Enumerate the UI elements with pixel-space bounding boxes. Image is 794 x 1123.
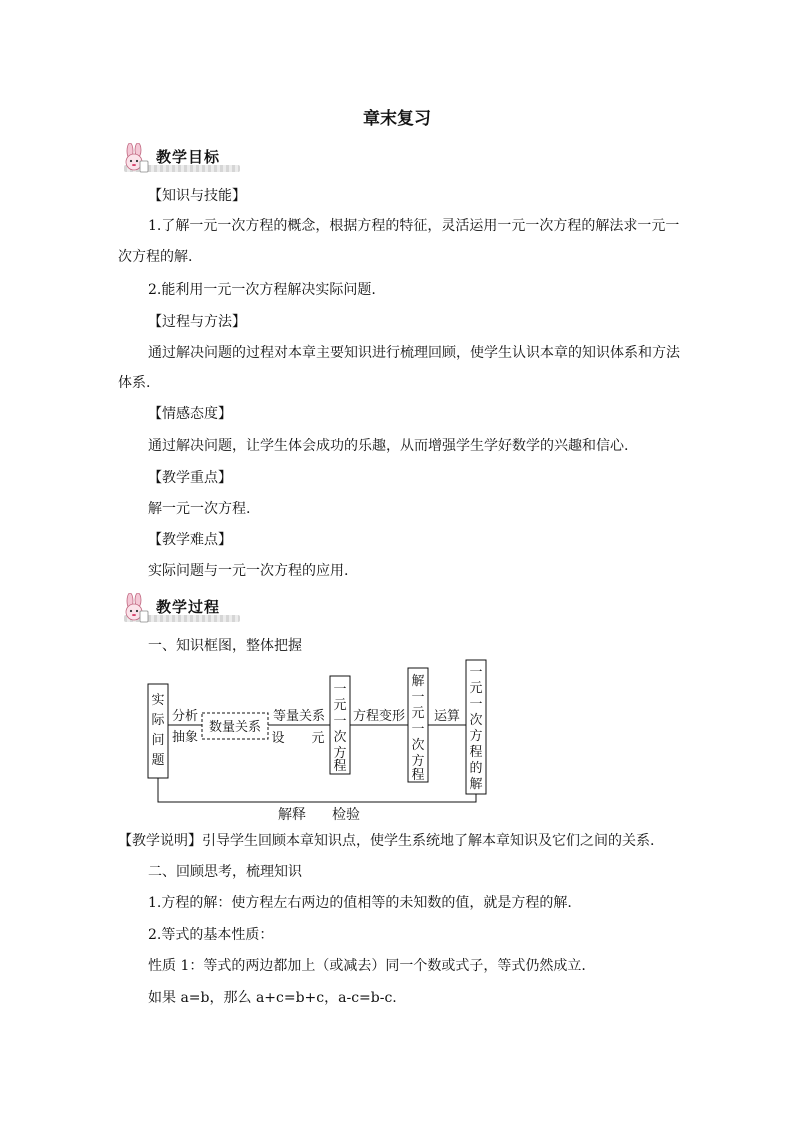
page-title: 章末复习 bbox=[363, 109, 431, 129]
box-solution-char: 解 bbox=[469, 777, 483, 792]
review-item-1: 1.方程的解：使方程左右两边的值相等的未知数的值，就是方程的解. bbox=[148, 895, 572, 911]
difficult-point-text: 实际问题与一元一次方程的应用. bbox=[148, 563, 349, 579]
teaching-note: 【教学说明】引导学生回顾本章知识点，使学生系统地了解本章知识及它们之间的关系. bbox=[118, 833, 655, 849]
property-1: 性质 1：等式的两边都加上（或减去）同一个数或式子，等式仍然成立. bbox=[148, 958, 586, 974]
box-equation-char: 程 bbox=[333, 759, 347, 774]
box-problem-char: 际 bbox=[151, 713, 165, 728]
key-point-text: 解一元一次方程. bbox=[148, 501, 251, 517]
knowledge-item-2: 2.能利用一元一次方程解决实际问题. bbox=[148, 282, 376, 298]
box-equation-char: 方 bbox=[333, 746, 347, 761]
box-solve-char: 解 bbox=[411, 674, 425, 689]
attitude-text: 通过解决问题，让学生体会成功的乐趣，从而增强学生学好数学的兴趣和信心. bbox=[148, 438, 629, 454]
box-problem-char: 题 bbox=[151, 753, 165, 768]
label-explain: 解释 bbox=[278, 807, 306, 823]
key-point-heading: 【教学重点】 bbox=[148, 470, 232, 486]
label-check: 检验 bbox=[332, 807, 360, 823]
difficult-point-heading: 【教学难点】 bbox=[148, 532, 232, 548]
section-banner-goals bbox=[118, 143, 242, 175]
attitude-heading: 【情感态度】 bbox=[148, 406, 232, 422]
box-solve-char: 一 bbox=[411, 690, 425, 705]
box-solve-char: 次 bbox=[411, 738, 425, 753]
box-equation-char: 一 bbox=[333, 714, 347, 729]
box-quantity-text: 数量关系 bbox=[208, 720, 262, 735]
box-solution-char: 次 bbox=[469, 713, 483, 728]
box-solve-char: 元 bbox=[411, 706, 425, 721]
rabbit-mascot-icon bbox=[118, 593, 152, 625]
knowledge-framework-diagram bbox=[140, 656, 500, 808]
box-solve-char: 程 bbox=[411, 768, 425, 783]
box-solution-char: 元 bbox=[469, 681, 483, 696]
box-equation-char: 次 bbox=[333, 730, 347, 745]
box-solution-char: 程 bbox=[469, 745, 483, 760]
knowledge-item-1-line1: 1.了解一元一次方程的概念，根据方程的特征，灵活运用一元一次方程的解法求一元一 bbox=[148, 218, 680, 234]
box-solve-char: 方 bbox=[411, 754, 425, 769]
section-label-goals: 教学目标 bbox=[156, 148, 221, 166]
label-yuan: 元 bbox=[311, 731, 325, 746]
box-problem-char: 实 bbox=[151, 693, 165, 708]
method-text-line2: 体系. bbox=[118, 375, 151, 391]
label-analyze: 分析 bbox=[171, 709, 199, 724]
box-solve-char: 一 bbox=[411, 722, 425, 737]
box-equation-char: 元 bbox=[333, 698, 347, 713]
box-equation-char: 一 bbox=[333, 682, 347, 697]
rabbit-mascot-icon bbox=[118, 143, 152, 175]
label-set: 设 bbox=[271, 731, 285, 746]
part1-heading: 一、知识框图，整体把握 bbox=[148, 638, 302, 654]
label-compute: 运算 bbox=[433, 709, 461, 724]
method-heading: 【过程与方法】 bbox=[148, 314, 246, 330]
box-problem-char: 问 bbox=[151, 733, 165, 748]
knowledge-item-1-line2: 次方程的解. bbox=[118, 249, 193, 265]
section-label-process: 教学过程 bbox=[156, 598, 221, 616]
box-solution-char: 一 bbox=[469, 697, 483, 712]
box-solution-char: 一 bbox=[469, 665, 483, 680]
box-solution-char: 的 bbox=[469, 761, 483, 776]
method-text-line1: 通过解决问题的过程对本章主要知识进行梳理回顾，使学生认识本章的知识体系和方法 bbox=[148, 345, 680, 361]
label-equal-relation: 等量关系 bbox=[272, 709, 326, 724]
section-banner-process bbox=[118, 593, 242, 625]
review-item-2: 2.等式的基本性质： bbox=[148, 927, 274, 943]
box-solution-char: 方 bbox=[469, 729, 483, 744]
part2-heading: 二、回顾思考，梳理知识 bbox=[148, 864, 302, 880]
label-abstract: 抽象 bbox=[171, 730, 199, 745]
label-transform: 方程变形 bbox=[352, 709, 406, 724]
property-1-formula: 如果 a=b，那么 a+c=b+c，a-c=b-c. bbox=[148, 990, 397, 1006]
knowledge-heading: 【知识与技能】 bbox=[148, 188, 246, 204]
